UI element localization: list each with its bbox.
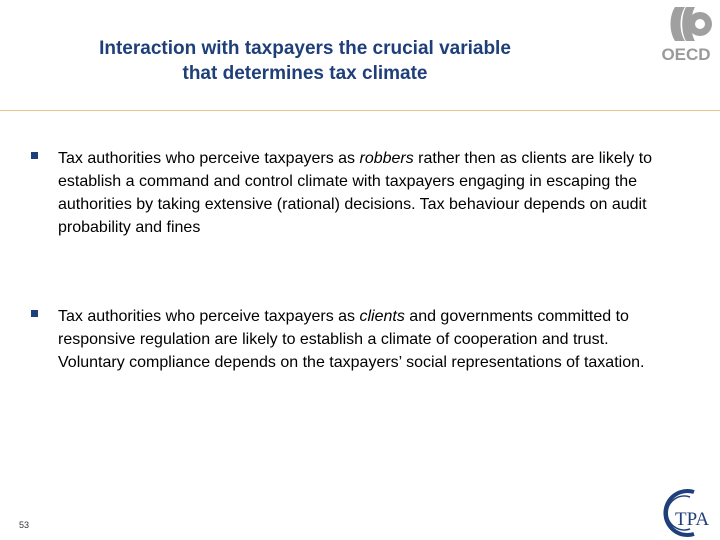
bullet-square-icon: [31, 310, 38, 317]
oecd-logo-text: OECD: [661, 45, 711, 64]
bullet-text-emphasis: robbers: [359, 150, 414, 167]
bullet-item-clients: [58, 305, 668, 374]
bullet-text-pre: Tax authorities who perceive taxpayers as: [58, 150, 360, 167]
bullet-text-emphasis: clients: [359, 308, 405, 325]
oecd-logo: [655, 4, 717, 64]
header-divider: [0, 110, 720, 111]
tpa-logo: [660, 488, 718, 538]
slide-title-line-1: Interaction with taxpayers the crucial variable: [99, 38, 511, 59]
bullet-item-robbers: [58, 147, 668, 239]
slide-title-line-2: that determines tax climate: [182, 63, 428, 84]
bullet-text: [58, 305, 668, 374]
bullet-text-post: and governments committed to responsive regulation are likely to establish a climate of cooperation and trust. Voluntary compliance depends on the taxpayers’ social representations of taxation.: [58, 308, 645, 371]
bullet-square-icon: [31, 152, 38, 159]
page-number: 53: [19, 520, 30, 530]
bullet-text-pre: Tax authorities who perceive taxpayers as: [58, 308, 360, 325]
bullet-text-post: rather then as clients are likely to establish a command and control climate with taxpayers engaging in escaping the authorities by taking extensive (rational) decisions. Tax behaviour depends on audit probability and fines: [58, 150, 653, 236]
bullet-text: [58, 147, 668, 239]
tpa-logo-text: TPA: [675, 509, 710, 530]
slide-title: [0, 36, 610, 86]
